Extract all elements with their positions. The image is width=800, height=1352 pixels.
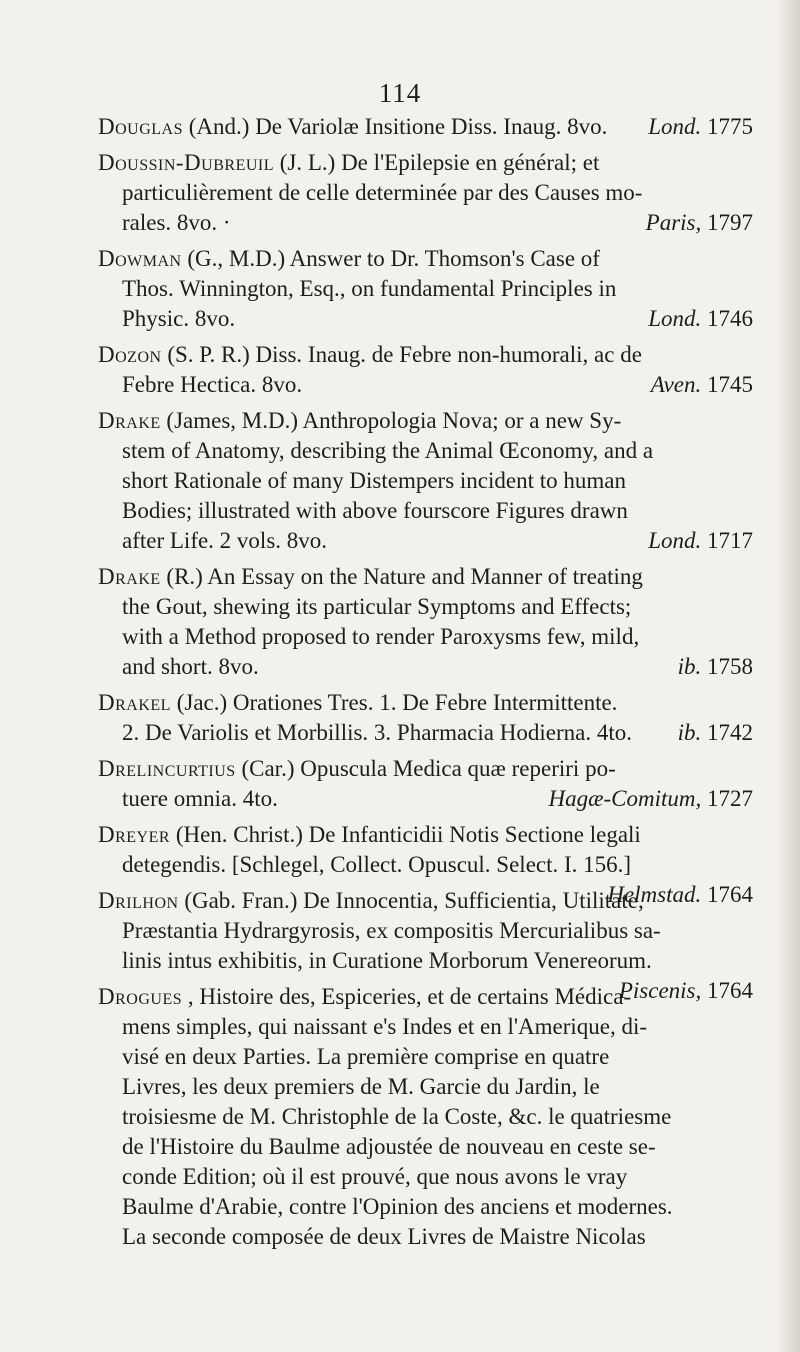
- catalogue-entry: [98, 562, 753, 682]
- entry-text: , Histoire des, Espiceries, et de certains Médica-: [187, 984, 632, 1009]
- imprint-place: ib.: [677, 720, 702, 745]
- entry-line: [98, 370, 753, 400]
- entry-author: Drakel: [98, 690, 171, 715]
- entry-imprint: [549, 784, 753, 814]
- imprint-year: 1764: [707, 882, 753, 907]
- entry-text: conde Edition; où il est prouvé, que nous avons le vray: [122, 1164, 628, 1189]
- entry-text: (Jac.) Orationes Tres. 1. De Febre Intermittente.: [176, 690, 618, 715]
- imprint-place: Hagæ-Comitum,: [548, 786, 702, 811]
- imprint-year: 1746: [707, 306, 753, 331]
- entry-text: (Car.) Opuscula Medica quæ reperiri po-: [241, 756, 616, 781]
- entry-imprint: [648, 304, 753, 334]
- entry-imprint: [619, 976, 753, 1006]
- entry-imprint: [651, 370, 753, 400]
- entry-text: (Gab. Fran.) De Innocentia, Sufficientia, Utilitate,: [184, 888, 644, 913]
- entry-line: [98, 916, 753, 946]
- entry-line: [98, 1132, 753, 1162]
- imprint-year: 1745: [707, 372, 753, 397]
- entry-line: [98, 112, 753, 142]
- entry-text: La seconde composée de deux Livres de Maistre Nicolas: [122, 1224, 646, 1249]
- entry-author: Drilhon: [98, 888, 179, 913]
- entry-author: Drelincurtius: [98, 756, 236, 781]
- imprint-year: 1797: [707, 210, 753, 235]
- catalogue-entry: [98, 148, 753, 238]
- imprint-year: 1742: [707, 720, 753, 745]
- entry-line: [98, 562, 753, 592]
- entry-text: rales. 8vo. ·: [122, 210, 231, 235]
- entry-imprint: [648, 112, 753, 142]
- entry-text: and short. 8vo.: [122, 654, 259, 679]
- entry-text: Baulme d'Arabie, contre l'Opinion des anciens et modernes.: [122, 1194, 673, 1219]
- entry-author: Dreyer: [98, 822, 171, 847]
- entry-text: Bodies; illustrated with above fourscore Figures drawn: [122, 498, 628, 523]
- entry-text: de l'Histoire du Baulme adjoustée de nouveau en ceste se-: [122, 1134, 656, 1159]
- entry-line: [98, 754, 753, 784]
- catalogue-entry: [98, 982, 753, 1252]
- entry-text: the Gout, shewing its particular Symptoms and Effects;: [122, 594, 632, 619]
- entry-imprint: [678, 718, 753, 748]
- entry-line: [98, 622, 753, 652]
- entry-line: [98, 436, 753, 466]
- imprint-year: 1775: [707, 114, 753, 139]
- entry-line: [98, 178, 753, 208]
- entry-author: Douglas: [98, 114, 184, 139]
- imprint-place: Lond.: [648, 528, 702, 553]
- entry-text: (G., M.D.) Answer to Dr. Thomson's Case of: [187, 246, 600, 271]
- entry-line: [98, 718, 753, 748]
- entry-text: (R.) An Essay on the Nature and Manner of treating: [166, 564, 643, 589]
- imprint-place: Helmstad.: [607, 882, 702, 907]
- entry-text: short Rationale of many Distempers incident to human: [122, 468, 626, 493]
- catalogue-entry: [98, 754, 753, 814]
- catalogue-entry: [98, 112, 753, 142]
- entry-line: [98, 1222, 753, 1252]
- entry-line: [98, 148, 753, 178]
- imprint-place: ib.: [677, 654, 702, 679]
- entry-line: [98, 304, 753, 334]
- entry-text: Præstantia Hydrargyrosis, ex compositis Mercurialibus sa-: [122, 918, 661, 943]
- entry-imprint: [678, 652, 753, 682]
- entry-author: Drake: [98, 564, 161, 589]
- entry-text: (James, M.D.) Anthropologia Nova; or a new Sy-: [166, 408, 622, 433]
- entry-text: (And.) De Variolæ Insitione Diss. Inaug. 8vo.: [188, 114, 608, 139]
- entry-text: troisiesme de M. Christophle de la Coste, &c. le quatriesme: [122, 1104, 672, 1129]
- entry-line: [98, 526, 753, 556]
- page-number: 114: [378, 78, 422, 108]
- entry-imprint: [646, 208, 753, 238]
- entry-line: [98, 1102, 753, 1132]
- entry-line: [98, 208, 753, 238]
- entry-author: Drake: [98, 408, 161, 433]
- entry-text: after Life. 2 vols. 8vo.: [122, 528, 328, 553]
- entry-text: Livres, les deux premiers de M. Garcie du Jardin, le: [122, 1074, 600, 1099]
- entry-line: [98, 652, 753, 682]
- imprint-year: 1717: [707, 528, 753, 553]
- entry-line: [98, 1162, 753, 1192]
- imprint-place: Lond.: [648, 306, 702, 331]
- entry-text: Febre Hectica. 8vo.: [122, 372, 303, 397]
- entry-line: [98, 496, 753, 526]
- entry-text: linis intus exhibitis, in Curatione Morborum Venereorum.: [122, 948, 652, 973]
- entry-author: Dowman: [98, 246, 182, 271]
- imprint-year: 1727: [707, 786, 753, 811]
- catalogue-entry: [98, 688, 753, 748]
- entry-author: Dozon: [98, 342, 162, 367]
- entry-line: [98, 820, 753, 850]
- entry-line: [98, 406, 753, 436]
- entry-author: Doussin-Dubreuil: [98, 150, 274, 175]
- imprint-place: Aven.: [650, 372, 702, 397]
- entry-line: [98, 688, 753, 718]
- entry-list: [98, 112, 753, 1258]
- catalogue-entry: [98, 340, 753, 400]
- entry-imprint: [648, 526, 753, 556]
- catalogue-entry: [98, 406, 753, 556]
- imprint-place: Lond.: [648, 114, 702, 139]
- entry-line: [98, 274, 753, 304]
- entry-text: visé en deux Parties. La première comprise en quatre: [122, 1044, 610, 1069]
- imprint-place: Paris,: [645, 210, 702, 235]
- entry-text: stem of Anatomy, describing the Animal Œconomy, and a: [122, 438, 654, 463]
- catalogue-entry: [98, 244, 753, 334]
- entry-text: Thos. Winnington, Esq., on fundamental Principles in: [122, 276, 617, 301]
- entry-line: [98, 1192, 753, 1222]
- entry-text: mens simples, qui naissant e's Indes et en l'Amerique, di-: [122, 1014, 648, 1039]
- entry-text: (J. L.) De l'Epilepsie en général; et: [279, 150, 600, 175]
- entry-text: with a Method proposed to render Paroxysms few, mild,: [122, 624, 640, 649]
- entry-text: detegendis. [Schlegel, Collect. Opuscul. Select. I. 156.]: [122, 852, 632, 877]
- entry-line: [98, 244, 753, 274]
- entry-line: [98, 592, 753, 622]
- entry-line: [98, 1072, 753, 1102]
- entry-line: [98, 1012, 753, 1042]
- entry-text: particulièrement de celle determinée par des Causes mo-: [122, 180, 643, 205]
- page-edge-shadow: [776, 0, 800, 1352]
- entry-text: tuere omnia. 4to.: [122, 786, 278, 811]
- imprint-place: Piscenis,: [618, 978, 702, 1003]
- imprint-year: 1758: [707, 654, 753, 679]
- imprint-year: 1764: [707, 978, 753, 1003]
- entry-author: Drogues: [98, 984, 183, 1009]
- entry-line: [98, 340, 753, 370]
- entry-text: Physic. 8vo.: [122, 306, 236, 331]
- entry-text: (Hen. Christ.) De Infanticidii Notis Sectione legali: [175, 822, 641, 847]
- entry-text: 2. De Variolis et Morbillis. 3. Pharmacia Hodierna. 4to.: [122, 720, 632, 745]
- entry-line: [98, 1042, 753, 1072]
- entry-line: [98, 466, 753, 496]
- entry-line: [98, 784, 753, 814]
- entry-text: (S. P. R.) Diss. Inaug. de Febre non-humorali, ac de: [167, 342, 642, 367]
